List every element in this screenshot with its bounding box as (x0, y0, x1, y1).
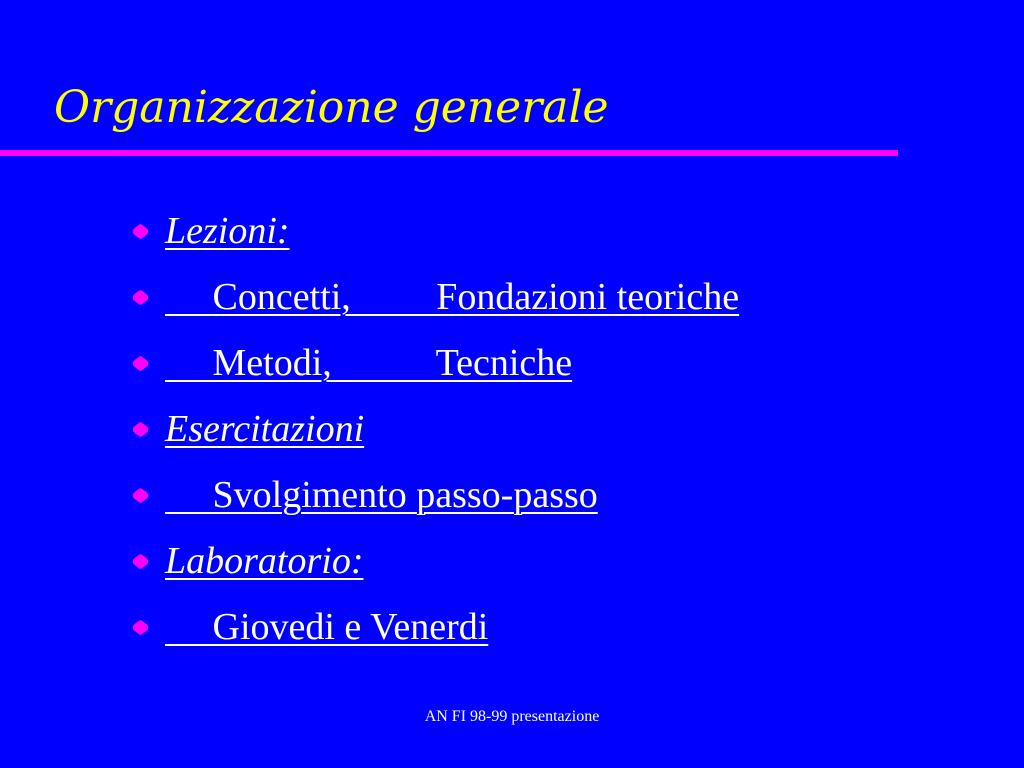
diamond-bullet-icon (130, 355, 151, 371)
bullet-text[interactable]: Concetti, Fondazioni teoriche (165, 276, 740, 318)
slide-footer: AN FI 98-99 presentazione (424, 708, 600, 725)
diamond-bullet-icon (130, 553, 151, 569)
slide-title: Organizzazione generale (54, 82, 609, 133)
bullet-text[interactable]: Svolgimento passo-passo (165, 474, 598, 516)
diamond-bullet-icon (130, 289, 151, 305)
bullet-item-metodi (130, 330, 739, 396)
bullet-item-lezioni (130, 198, 739, 264)
bullet-item-laboratorio (130, 528, 739, 594)
bullet-text[interactable]: Lezioni: (165, 210, 290, 252)
bullet-text[interactable]: Giovedi e Venerdi (165, 606, 489, 648)
bullet-item-giovedi (130, 594, 739, 660)
bullet-item-concetti (130, 264, 739, 330)
bullet-item-svolgimento (130, 462, 739, 528)
bullet-item-esercitazioni (130, 396, 739, 462)
diamond-bullet-icon (130, 487, 151, 503)
diamond-bullet-icon (130, 421, 151, 437)
bullet-text[interactable]: Esercitazioni (165, 408, 365, 450)
bullet-text[interactable]: Laboratorio: (165, 540, 364, 582)
title-underline-rule (0, 150, 898, 156)
bullet-text[interactable]: Metodi, Tecniche (165, 342, 573, 384)
diamond-bullet-icon (130, 619, 151, 635)
bullet-list (130, 198, 739, 660)
diamond-bullet-icon (130, 223, 151, 239)
